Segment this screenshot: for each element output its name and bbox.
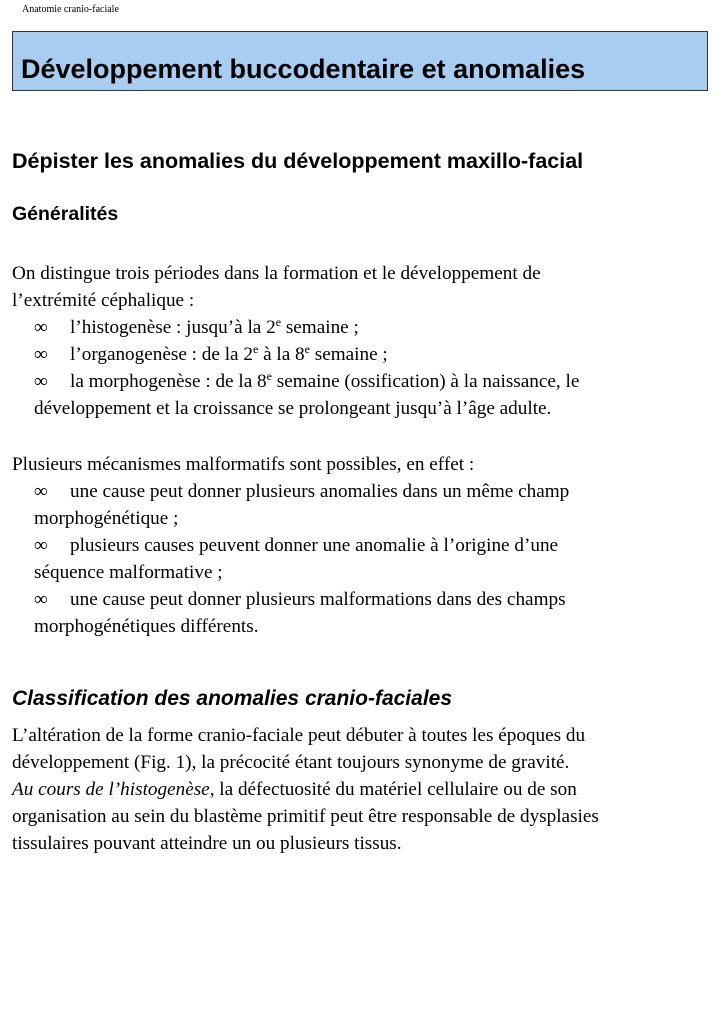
- classification-heading: Classification des anomalies cranio-faciales: [12, 687, 453, 710]
- generalites-heading: Généralités: [12, 203, 119, 225]
- infinity-bullet-icon: ∞: [34, 317, 48, 338]
- paragraph-line: L’altération de la forme cranio-faciale peut débuter à toutes les époques du: [12, 725, 586, 746]
- paragraph-line: développement (Fig. 1), la précocité étant toujours synonyme de gravité.: [12, 752, 570, 773]
- running-header: Anatomie cranio-faciale: [22, 4, 119, 15]
- list-item-morphogenese-cont: développement et la croissance se prolongeant jusqu’à l’âge adulte.: [34, 398, 552, 419]
- paragraph-line: tissulaires pouvant atteindre un ou plusieurs tissus.: [12, 833, 402, 854]
- list-item-cont: morphogénétique ;: [34, 508, 179, 529]
- periods-block: [12, 260, 712, 422]
- list-item-cont: morphogénétiques différents.: [34, 616, 259, 637]
- paragraph-line: organisation au sein du blastème primitif peut être responsable de dysplasies: [12, 806, 599, 827]
- infinity-bullet-icon: ∞: [34, 344, 48, 365]
- paragraph-line: Au cours de l’histogenèse, la défectuosité du matériel cellulaire ou de son: [12, 779, 577, 800]
- page-title: Développement buccodentaire et anomalies: [21, 54, 586, 84]
- mechanisms-block: [12, 451, 712, 640]
- mechanisms-intro: Plusieurs mécanismes malformatifs sont possibles, en effet :: [12, 454, 475, 475]
- infinity-bullet-icon: ∞: [34, 589, 48, 610]
- list-item: ∞ une cause peut donner plusieurs malformations dans des champs: [12, 586, 712, 613]
- intro-line-2: l’extrémité céphalique :: [12, 290, 195, 311]
- intro-line-1: On distingue trois périodes dans la formation et le développement de: [12, 263, 541, 284]
- classification-paragraph: [12, 722, 712, 857]
- title-banner: [12, 31, 708, 91]
- section-heading: Dépister les anomalies du développement maxillo-facial: [12, 149, 584, 173]
- list-item-organogenese: ∞ l’organogenèse : de la 2e à la 8e semaine ;: [12, 341, 712, 368]
- list-item: ∞ plusieurs causes peuvent donner une anomalie à l’origine d’une: [12, 532, 712, 559]
- list-item: ∞ une cause peut donner plusieurs anomalies dans un même champ: [12, 478, 712, 505]
- infinity-bullet-icon: ∞: [34, 371, 48, 392]
- infinity-bullet-icon: ∞: [34, 481, 48, 502]
- list-item-histogenese: ∞ l’histogenèse : jusqu’à la 2e semaine ;: [12, 314, 712, 341]
- infinity-bullet-icon: ∞: [34, 535, 48, 556]
- list-item-morphogenese: ∞ la morphogenèse : de la 8e semaine (ossification) à la naissance, le: [12, 368, 712, 395]
- list-item-cont: séquence malformative ;: [34, 562, 223, 583]
